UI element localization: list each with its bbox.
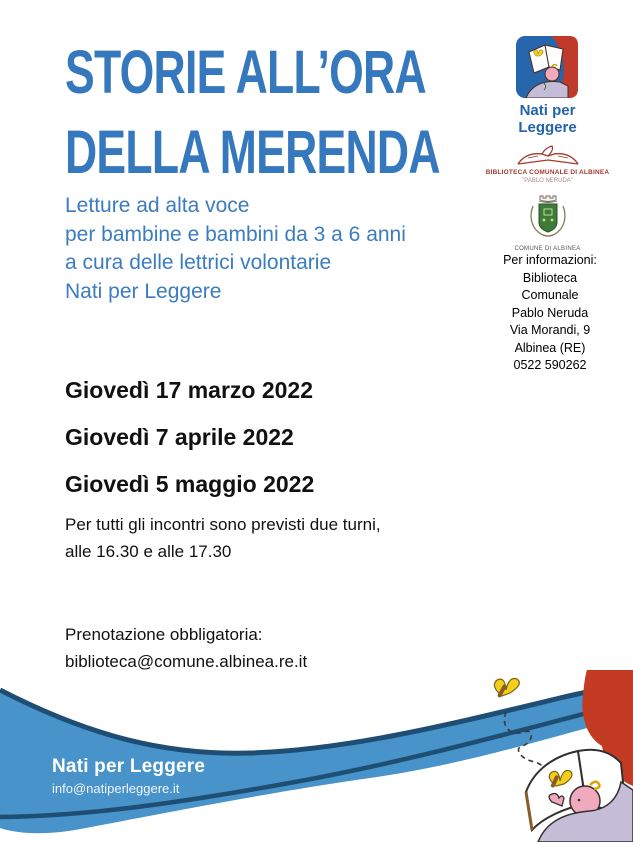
library-name: BIBLIOTECA COMUNALE DI ALBINEA [485, 169, 610, 176]
library-book-icon [512, 142, 584, 168]
poster-subtitle [65, 192, 406, 306]
crest-icon [525, 192, 571, 240]
nati-per-leggere-logo-icon [516, 36, 578, 98]
municipality-name: COMUNE DI ALBINEA [514, 246, 581, 252]
butterfly-icon [494, 678, 519, 698]
poster-title-line1: STORIE ALL’ORA [65, 38, 426, 106]
library-logo [485, 142, 610, 184]
booking-info [65, 622, 307, 675]
contact-info-line: Pablo Neruda [511, 305, 589, 320]
footer-text [52, 756, 205, 796]
footer-email: info@natiperleggere.it [52, 781, 180, 796]
schedule-note-line1: Per tutti gli incontri sono previsti due turni, [65, 515, 381, 534]
booking-email: biblioteca@comune.albinea.re.it [65, 651, 308, 671]
footer-brand: Nati per Leggere [52, 756, 206, 777]
event-date-2: Giovedì 7 aprile 2022 [65, 424, 294, 450]
event-date-1: Giovedì 17 marzo 2022 [65, 377, 314, 403]
subtitle-line: a cura delle lettrici volontarie [65, 251, 332, 274]
contact-info-line: Albinea (RE) [514, 340, 586, 355]
schedule-note [65, 512, 381, 565]
contact-info-line: Biblioteca [522, 270, 578, 285]
municipality-crest [485, 192, 610, 252]
library-subname: "PABLO NERUDA" [522, 178, 573, 184]
contact-info [480, 252, 620, 375]
subtitle-line: Letture ad alta voce [65, 194, 250, 217]
poster-title-line2: DELLA MERENDA [65, 118, 440, 186]
contact-info-heading: Per informazioni: [503, 253, 597, 267]
npl-logo-label: Nati per Leggere [518, 102, 577, 136]
booking-label: Prenotazione obbligatoria: [65, 625, 263, 644]
contact-info-line: Via Morandi, 9 [509, 323, 591, 337]
contact-info-line: 0522 590262 [513, 358, 587, 372]
subtitle-line: Nati per Leggere [65, 279, 222, 303]
contact-info-line: Comunale [521, 288, 579, 302]
event-date-3: Giovedì 5 maggio 2022 [65, 471, 315, 497]
reading-illustration [440, 670, 633, 842]
subtitle-line: per bambine e bambini da 3 a 6 anni [65, 222, 406, 246]
schedule-note-line2: alle 16.30 e alle 17.30 [65, 541, 232, 561]
